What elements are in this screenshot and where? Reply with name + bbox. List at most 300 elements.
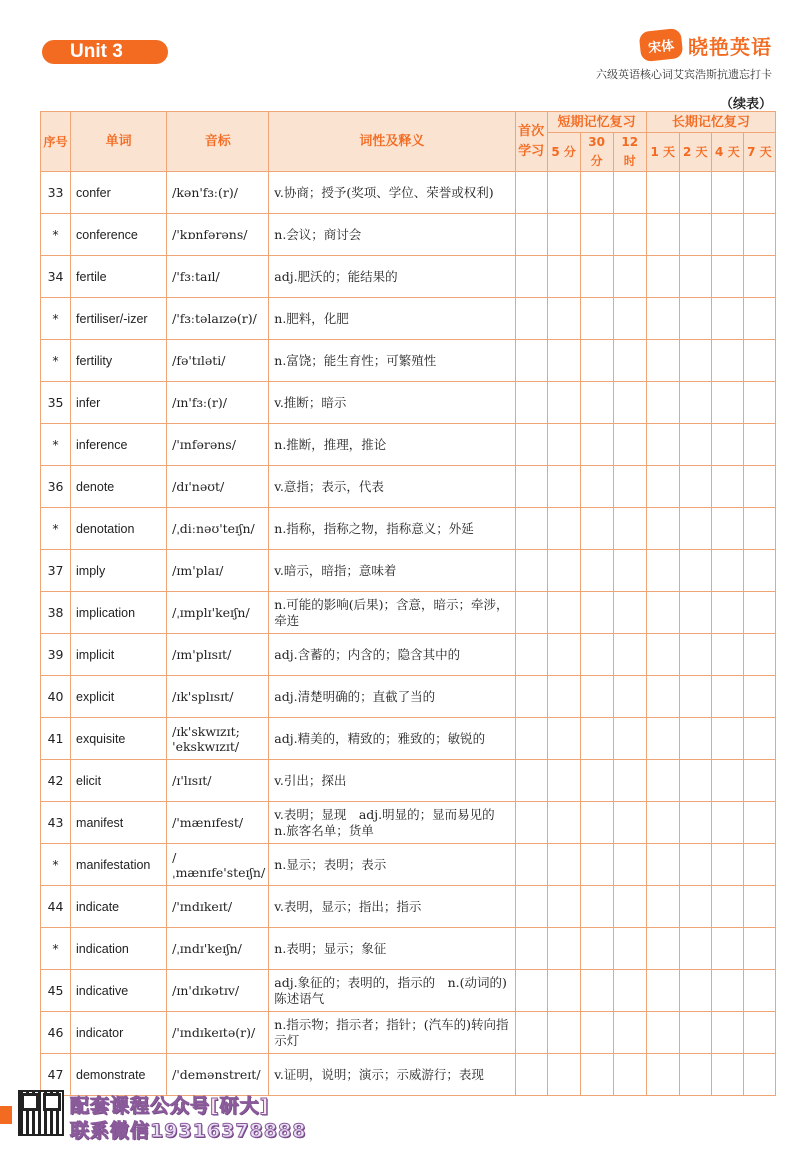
- row-phonetic: /'kɒnfərəns/: [167, 214, 269, 256]
- checkbox-short-term[interactable]: [613, 172, 646, 214]
- row-word: indication: [71, 928, 167, 970]
- row-definition: n.指称，指称之物，指称意义；外延: [269, 508, 515, 550]
- row-word: denote: [71, 466, 167, 508]
- header-interval: 5 分: [547, 133, 580, 172]
- checkbox-short-term[interactable]: [547, 928, 580, 970]
- row-phonetic: /'ɪnfərəns/: [167, 424, 269, 466]
- checkbox-first-study[interactable]: [515, 802, 547, 844]
- checkbox-long-term[interactable]: [679, 844, 711, 886]
- checkbox-short-term[interactable]: [580, 382, 613, 424]
- checkbox-long-term[interactable]: [711, 970, 743, 1012]
- row-phonetic: /'fɜːtəlaɪzə(r)/: [167, 298, 269, 340]
- row-number: *: [41, 424, 71, 466]
- checkbox-short-term[interactable]: [613, 508, 646, 550]
- checkbox-short-term[interactable]: [547, 1012, 580, 1054]
- promo-line-2: 联系微信19316378888: [70, 1120, 307, 1142]
- row-definition: n.肥料，化肥: [269, 298, 515, 340]
- row-word: elicit: [71, 760, 167, 802]
- checkbox-first-study[interactable]: [515, 634, 547, 676]
- row-phonetic: /ɪm'plɪsɪt/: [167, 634, 269, 676]
- checkbox-short-term[interactable]: [547, 256, 580, 298]
- row-word: indicator: [71, 1012, 167, 1054]
- checkbox-first-study[interactable]: [515, 970, 547, 1012]
- checkbox-long-term[interactable]: [646, 298, 679, 340]
- row-number: *: [41, 928, 71, 970]
- row-word: confer: [71, 172, 167, 214]
- checkbox-short-term[interactable]: [613, 298, 646, 340]
- checkbox-short-term[interactable]: [613, 382, 646, 424]
- row-number: 33: [41, 172, 71, 214]
- row-number: *: [41, 844, 71, 886]
- checkbox-long-term[interactable]: [743, 592, 775, 634]
- checkbox-long-term[interactable]: [711, 928, 743, 970]
- row-definition: v.引出；探出: [269, 760, 515, 802]
- row-number: 41: [41, 718, 71, 760]
- row-definition: n.表明；显示；象征: [269, 928, 515, 970]
- checkbox-long-term[interactable]: [646, 970, 679, 1012]
- checkbox-long-term[interactable]: [679, 550, 711, 592]
- row-number: 44: [41, 886, 71, 928]
- checkbox-short-term[interactable]: [580, 298, 613, 340]
- checkbox-long-term[interactable]: [711, 592, 743, 634]
- checkbox-long-term[interactable]: [743, 214, 775, 256]
- checkbox-long-term[interactable]: [679, 340, 711, 382]
- checkbox-long-term[interactable]: [743, 382, 775, 424]
- row-word: conference: [71, 214, 167, 256]
- header-row-1: [41, 112, 776, 133]
- checkbox-long-term[interactable]: [743, 970, 775, 1012]
- checkbox-long-term[interactable]: [743, 298, 775, 340]
- checkbox-long-term[interactable]: [743, 466, 775, 508]
- checkbox-long-term[interactable]: [711, 508, 743, 550]
- checkbox-long-term[interactable]: [743, 634, 775, 676]
- checkbox-short-term[interactable]: [580, 550, 613, 592]
- checkbox-short-term[interactable]: [613, 676, 646, 718]
- header-first-study: 首次学习: [515, 112, 547, 172]
- header-ipa: 音标: [167, 112, 269, 172]
- checkbox-long-term[interactable]: [646, 1012, 679, 1054]
- row-number: 42: [41, 760, 71, 802]
- checkbox-short-term[interactable]: [580, 214, 613, 256]
- promo-line-1: 配套课程公众号[研大]: [70, 1095, 270, 1117]
- checkbox-long-term[interactable]: [646, 802, 679, 844]
- checkbox-short-term[interactable]: [547, 466, 580, 508]
- checkbox-short-term[interactable]: [613, 802, 646, 844]
- row-definition: adj.含蓄的；内含的；隐含其中的: [269, 634, 515, 676]
- row-number: *: [41, 214, 71, 256]
- checkbox-short-term[interactable]: [580, 928, 613, 970]
- row-number: 35: [41, 382, 71, 424]
- checkbox-short-term[interactable]: [547, 340, 580, 382]
- checkbox-first-study[interactable]: [515, 676, 547, 718]
- row-phonetic: /ˌdiːnəʊ'teɪʃn/: [167, 508, 269, 550]
- row-number: 40: [41, 676, 71, 718]
- checkbox-long-term[interactable]: [711, 1012, 743, 1054]
- checkbox-long-term[interactable]: [711, 886, 743, 928]
- checkbox-short-term[interactable]: [547, 550, 580, 592]
- checkbox-short-term[interactable]: [613, 634, 646, 676]
- checkbox-first-study[interactable]: [515, 928, 547, 970]
- row-definition: n.可能的影响(后果)；含意，暗示；牵涉，牵连: [269, 592, 515, 634]
- row-number: 38: [41, 592, 71, 634]
- checkbox-first-study[interactable]: [515, 718, 547, 760]
- checkbox-first-study[interactable]: [515, 424, 547, 466]
- row-definition: adj.象征的；表明的，指示的 n.(动词的)陈述语气: [269, 970, 515, 1012]
- row-phonetic: /ɪ'lɪsɪt/: [167, 760, 269, 802]
- row-word: manifestation: [71, 844, 167, 886]
- checkbox-long-term[interactable]: [711, 172, 743, 214]
- checkbox-long-term[interactable]: [743, 802, 775, 844]
- checkbox-short-term[interactable]: [547, 592, 580, 634]
- table-row: [41, 172, 776, 214]
- checkbox-short-term[interactable]: [580, 802, 613, 844]
- checkbox-long-term[interactable]: [679, 592, 711, 634]
- header-num: 序号: [41, 112, 71, 172]
- table-row: [41, 508, 776, 550]
- checkbox-short-term[interactable]: [580, 760, 613, 802]
- checkbox-short-term[interactable]: [580, 886, 613, 928]
- checkbox-short-term[interactable]: [613, 214, 646, 256]
- checkbox-first-study[interactable]: [515, 886, 547, 928]
- checkbox-long-term[interactable]: [711, 256, 743, 298]
- checkbox-short-term[interactable]: [580, 718, 613, 760]
- checkbox-short-term[interactable]: [547, 382, 580, 424]
- row-number: *: [41, 508, 71, 550]
- checkbox-long-term[interactable]: [711, 550, 743, 592]
- checkbox-long-term[interactable]: [711, 676, 743, 718]
- checkbox-short-term[interactable]: [547, 424, 580, 466]
- row-phonetic: /ˌmænɪfe'steɪʃn/: [167, 844, 269, 886]
- brand-logo-icon: 宋体: [639, 28, 684, 62]
- row-phonetic: /ɪm'plaɪ/: [167, 550, 269, 592]
- checkbox-short-term[interactable]: [613, 550, 646, 592]
- header-interval: 1 天: [646, 133, 679, 172]
- row-word: fertiliser/-izer: [71, 298, 167, 340]
- checkbox-long-term[interactable]: [646, 634, 679, 676]
- checkbox-long-term[interactable]: [679, 886, 711, 928]
- row-definition: n.富饶；能生育性；可繁殖性: [269, 340, 515, 382]
- header-interval: 4 天: [711, 133, 743, 172]
- checkbox-long-term[interactable]: [646, 550, 679, 592]
- checkbox-long-term[interactable]: [679, 718, 711, 760]
- checkbox-long-term[interactable]: [743, 844, 775, 886]
- checkbox-first-study[interactable]: [515, 172, 547, 214]
- row-definition: v.推断；暗示: [269, 382, 515, 424]
- checkbox-first-study[interactable]: [515, 466, 547, 508]
- header-interval: 12 时: [613, 133, 646, 172]
- table-row: [41, 970, 776, 1012]
- header-long-term: 长期记忆复习: [646, 112, 775, 133]
- table-row: [41, 676, 776, 718]
- checkbox-short-term[interactable]: [547, 676, 580, 718]
- row-number: *: [41, 340, 71, 382]
- checkbox-first-study[interactable]: [515, 508, 547, 550]
- checkbox-short-term[interactable]: [580, 1054, 613, 1096]
- checkbox-first-study[interactable]: [515, 382, 547, 424]
- row-definition: adj.肥沃的；能结果的: [269, 256, 515, 298]
- checkbox-short-term[interactable]: [613, 340, 646, 382]
- checkbox-short-term[interactable]: [547, 1054, 580, 1096]
- checkbox-long-term[interactable]: [646, 844, 679, 886]
- checkbox-long-term[interactable]: [646, 466, 679, 508]
- checkbox-short-term[interactable]: [547, 172, 580, 214]
- checkbox-first-study[interactable]: [515, 550, 547, 592]
- row-definition: n.推断，推理，推论: [269, 424, 515, 466]
- checkbox-short-term[interactable]: [613, 466, 646, 508]
- checkbox-short-term[interactable]: [580, 592, 613, 634]
- row-definition: adj.精美的，精致的；雅致的；敏锐的: [269, 718, 515, 760]
- unit-badge: Unit 3: [42, 40, 168, 64]
- checkbox-long-term[interactable]: [711, 634, 743, 676]
- checkbox-short-term[interactable]: [580, 676, 613, 718]
- row-number: 45: [41, 970, 71, 1012]
- row-word: exquisite: [71, 718, 167, 760]
- checkbox-short-term[interactable]: [580, 970, 613, 1012]
- checkbox-first-study[interactable]: [515, 844, 547, 886]
- header-word: 单词: [71, 112, 167, 172]
- table-row: [41, 844, 776, 886]
- row-number: 37: [41, 550, 71, 592]
- checkbox-short-term[interactable]: [547, 802, 580, 844]
- row-word: implicit: [71, 634, 167, 676]
- checkbox-long-term[interactable]: [646, 382, 679, 424]
- table-row: [41, 802, 776, 844]
- checkbox-long-term[interactable]: [743, 256, 775, 298]
- checkbox-short-term[interactable]: [613, 928, 646, 970]
- checkbox-long-term[interactable]: [679, 172, 711, 214]
- table-row: [41, 592, 776, 634]
- checkbox-long-term[interactable]: [743, 928, 775, 970]
- checkbox-long-term[interactable]: [679, 1054, 711, 1096]
- table-row: [41, 256, 776, 298]
- checkbox-short-term[interactable]: [580, 1012, 613, 1054]
- checkbox-long-term[interactable]: [743, 1054, 775, 1096]
- row-phonetic: /'demənstreɪt/: [167, 1054, 269, 1096]
- header-short-term: 短期记忆复习: [547, 112, 646, 133]
- row-phonetic: /ˌɪmplɪ'keɪʃn/: [167, 592, 269, 634]
- checkbox-long-term[interactable]: [646, 172, 679, 214]
- checkbox-short-term[interactable]: [547, 844, 580, 886]
- checkbox-long-term[interactable]: [711, 340, 743, 382]
- row-definition: v.表明；显现 adj.明显的；显而易见的 n.旅客名单；货单: [269, 802, 515, 844]
- checkbox-long-term[interactable]: [679, 928, 711, 970]
- checkbox-short-term[interactable]: [613, 424, 646, 466]
- header-interval: 2 天: [679, 133, 711, 172]
- row-word: imply: [71, 550, 167, 592]
- checkbox-long-term[interactable]: [711, 298, 743, 340]
- row-definition: n.指示物；指示者；指针；(汽车的)转向指示灯: [269, 1012, 515, 1054]
- row-number: 43: [41, 802, 71, 844]
- brand-name: 晓艳英语: [688, 34, 772, 59]
- checkbox-long-term[interactable]: [743, 676, 775, 718]
- checkbox-long-term[interactable]: [679, 466, 711, 508]
- checkbox-long-term[interactable]: [711, 844, 743, 886]
- table-body: [41, 172, 776, 1096]
- checkbox-short-term[interactable]: [580, 634, 613, 676]
- row-definition: adj.清楚明确的；直截了当的: [269, 676, 515, 718]
- checkbox-long-term[interactable]: [646, 676, 679, 718]
- row-word: manifest: [71, 802, 167, 844]
- checkbox-long-term[interactable]: [679, 424, 711, 466]
- checkbox-first-study[interactable]: [515, 1054, 547, 1096]
- checkbox-short-term[interactable]: [613, 256, 646, 298]
- checkbox-short-term[interactable]: [580, 508, 613, 550]
- checkbox-short-term[interactable]: [613, 1054, 646, 1096]
- checkbox-long-term[interactable]: [646, 1054, 679, 1096]
- table-row: [41, 718, 776, 760]
- checkbox-long-term[interactable]: [646, 508, 679, 550]
- table-row: [41, 760, 776, 802]
- checkbox-short-term[interactable]: [613, 760, 646, 802]
- checkbox-short-term[interactable]: [613, 1012, 646, 1054]
- checkbox-short-term[interactable]: [613, 718, 646, 760]
- row-phonetic: /dɪ'nəʊt/: [167, 466, 269, 508]
- table-row: [41, 466, 776, 508]
- row-phonetic: /'ɪndɪkeɪtə(r)/: [167, 1012, 269, 1054]
- table-row: [41, 424, 776, 466]
- checkbox-short-term[interactable]: [547, 718, 580, 760]
- checkbox-first-study[interactable]: [515, 214, 547, 256]
- checkbox-long-term[interactable]: [743, 886, 775, 928]
- checkbox-short-term[interactable]: [580, 256, 613, 298]
- header-interval: 30 分: [580, 133, 613, 172]
- table-row: [41, 550, 776, 592]
- checkbox-long-term[interactable]: [743, 550, 775, 592]
- checkbox-first-study[interactable]: [515, 760, 547, 802]
- checkbox-short-term[interactable]: [547, 970, 580, 1012]
- table-row: [41, 214, 776, 256]
- checkbox-long-term[interactable]: [679, 298, 711, 340]
- row-phonetic: /ɪn'dɪkətɪv/: [167, 970, 269, 1012]
- continued-label: （续表）: [719, 97, 772, 112]
- checkbox-short-term[interactable]: [613, 592, 646, 634]
- checkbox-long-term[interactable]: [679, 382, 711, 424]
- checkbox-short-term[interactable]: [580, 844, 613, 886]
- checkbox-short-term[interactable]: [547, 886, 580, 928]
- checkbox-long-term[interactable]: [711, 466, 743, 508]
- checkbox-long-term[interactable]: [646, 340, 679, 382]
- checkbox-long-term[interactable]: [646, 592, 679, 634]
- checkbox-long-term[interactable]: [646, 928, 679, 970]
- row-definition: v.意指；表示，代表: [269, 466, 515, 508]
- row-word: fertile: [71, 256, 167, 298]
- row-definition: v.暗示，暗指；意味着: [269, 550, 515, 592]
- row-word: indicative: [71, 970, 167, 1012]
- checkbox-short-term[interactable]: [580, 424, 613, 466]
- checkbox-long-term[interactable]: [679, 676, 711, 718]
- checkbox-long-term[interactable]: [646, 424, 679, 466]
- checkbox-long-term[interactable]: [679, 256, 711, 298]
- row-number: 34: [41, 256, 71, 298]
- checkbox-long-term[interactable]: [743, 1012, 775, 1054]
- checkbox-long-term[interactable]: [646, 214, 679, 256]
- checkbox-short-term[interactable]: [613, 844, 646, 886]
- checkbox-long-term[interactable]: [679, 508, 711, 550]
- checkbox-long-term[interactable]: [711, 1054, 743, 1096]
- row-word: fertility: [71, 340, 167, 382]
- checkbox-long-term[interactable]: [679, 214, 711, 256]
- row-phonetic: /'fɜːtaɪl/: [167, 256, 269, 298]
- table-row: [41, 340, 776, 382]
- checkbox-short-term[interactable]: [547, 508, 580, 550]
- checkbox-long-term[interactable]: [743, 508, 775, 550]
- checkbox-long-term[interactable]: [679, 634, 711, 676]
- checkbox-long-term[interactable]: [646, 718, 679, 760]
- checkbox-first-study[interactable]: [515, 298, 547, 340]
- checkbox-long-term[interactable]: [743, 340, 775, 382]
- row-definition: n.显示；表明；表示: [269, 844, 515, 886]
- row-phonetic: /ɪk'skwɪzɪt; 'ekskwɪzɪt/: [167, 718, 269, 760]
- checkbox-long-term[interactable]: [646, 256, 679, 298]
- checkbox-short-term[interactable]: [580, 340, 613, 382]
- vocabulary-table: [40, 111, 776, 1096]
- row-word: infer: [71, 382, 167, 424]
- table-row: [41, 1054, 776, 1096]
- checkbox-long-term[interactable]: [711, 718, 743, 760]
- checkbox-long-term[interactable]: [743, 172, 775, 214]
- checkbox-long-term[interactable]: [743, 424, 775, 466]
- checkbox-first-study[interactable]: [515, 1012, 547, 1054]
- checkbox-long-term[interactable]: [679, 970, 711, 1012]
- checkbox-long-term[interactable]: [711, 760, 743, 802]
- checkbox-short-term[interactable]: [613, 970, 646, 1012]
- checkbox-short-term[interactable]: [547, 214, 580, 256]
- checkbox-long-term[interactable]: [646, 886, 679, 928]
- checkbox-first-study[interactable]: [515, 256, 547, 298]
- checkbox-first-study[interactable]: [515, 592, 547, 634]
- row-phonetic: /fə'tɪləti/: [167, 340, 269, 382]
- row-phonetic: /'mænɪfest/: [167, 802, 269, 844]
- page-subtitle: 六级英语核心词艾宾浩斯抗遗忘打卡: [596, 68, 772, 81]
- checkbox-long-term[interactable]: [711, 424, 743, 466]
- checkbox-short-term[interactable]: [547, 760, 580, 802]
- checkbox-long-term[interactable]: [711, 382, 743, 424]
- header-definition: 词性及释义: [269, 112, 515, 172]
- checkbox-long-term[interactable]: [679, 760, 711, 802]
- checkbox-short-term[interactable]: [547, 298, 580, 340]
- row-word: denotation: [71, 508, 167, 550]
- checkbox-long-term[interactable]: [646, 760, 679, 802]
- row-number: 47: [41, 1054, 71, 1096]
- checkbox-short-term[interactable]: [580, 172, 613, 214]
- row-definition: v.协商；授予(奖项、学位、荣誉或权利): [269, 172, 515, 214]
- header-interval: 7 天: [743, 133, 775, 172]
- checkbox-long-term[interactable]: [711, 214, 743, 256]
- row-word: explicit: [71, 676, 167, 718]
- row-number: 39: [41, 634, 71, 676]
- table-row: [41, 382, 776, 424]
- checkbox-short-term[interactable]: [547, 634, 580, 676]
- checkbox-short-term[interactable]: [580, 466, 613, 508]
- checkbox-first-study[interactable]: [515, 340, 547, 382]
- checkbox-long-term[interactable]: [679, 802, 711, 844]
- table-row: [41, 1012, 776, 1054]
- table-row: [41, 886, 776, 928]
- row-phonetic: /kən'fɜː(r)/: [167, 172, 269, 214]
- table-row: [41, 298, 776, 340]
- checkbox-long-term[interactable]: [711, 802, 743, 844]
- row-definition: v.证明，说明；演示；示威游行；表现: [269, 1054, 515, 1096]
- checkbox-short-term[interactable]: [613, 886, 646, 928]
- checkbox-long-term[interactable]: [743, 760, 775, 802]
- row-word: implication: [71, 592, 167, 634]
- checkbox-long-term[interactable]: [679, 1012, 711, 1054]
- row-phonetic: /ˌɪndɪ'keɪʃn/: [167, 928, 269, 970]
- row-word: indicate: [71, 886, 167, 928]
- row-word: inference: [71, 424, 167, 466]
- checkbox-long-term[interactable]: [743, 718, 775, 760]
- row-phonetic: /'ɪndɪkeɪt/: [167, 886, 269, 928]
